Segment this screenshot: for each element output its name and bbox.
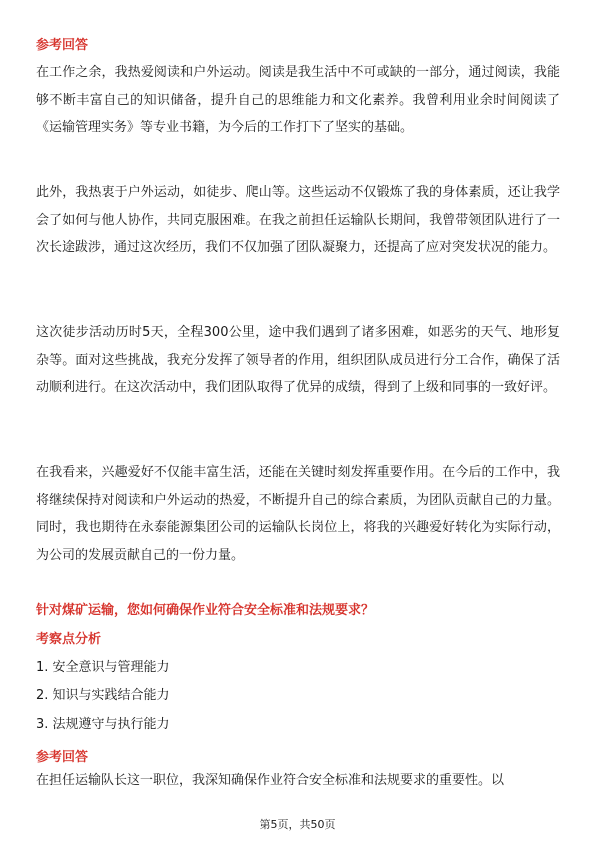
page-number: 第5页，共50页 — [259, 818, 336, 831]
question-heading: 针对煤矿运输，您如何确保作业符合安全标准和法规要求？ — [36, 603, 375, 618]
paragraph-1: 在工作之余，我热爱阅读和户外运动。阅读是我生活中不可或缺的一部分，通过阅读，我能够不断丰富自己的知识储备，提升自己的思维能力和文化素养。我曾利用业余时间阅读了《运输管理实务》等专业书籍，为今后的工作打下了坚实的基础。 — [36, 65, 560, 135]
paragraph-4: 在我看来，兴趣爱好不仅能丰富生活，还能在关键时刻发挥重要作用。在今后的工作中，我将继续保持对阅读和户外运动的热爱，不断提升自己的综合素质，为团队贡献自己的力量。同时，我也期待在永泰能源集团公司的运输队长岗位上，将我的兴趣爱好转化为实际行动，为公司的发展贡献自己的一份力量。 — [36, 465, 560, 563]
list-item: 3. 法规遵守与执行能力 — [36, 717, 170, 732]
paragraph-3: 这次徒步活动历时5天，全程300公里，途中我们遇到了诸多困难，如恶劣的天气、地形复杂等。面对这些挑战，我充分发挥了领导者的作用，组织团队成员进行分工合作，确保了活动顺利进行。在这次活动中，我们团队取得了优异的成绩，得到了上级和同事的一致好评。 — [36, 325, 560, 395]
answer-heading-2: 参考回答 — [36, 750, 89, 765]
paragraph-2: 此外，我热衷于户外运动，如徒步、爬山等。这些运动不仅锻炼了我的身体素质，还让我学会了如何与他人协作，共同克服困难。在我之前担任运输队长期间，我曾带领团队进行了一次长途跋涉，通过这次经历，我们不仅加强了团队凝聚力，还提高了应对突发状况的能力。 — [36, 185, 560, 255]
list-item: 1. 安全意识与管理能力 — [36, 660, 170, 675]
list-item: 2. 知识与实践结合能力 — [36, 688, 170, 703]
answer-paragraph: 在担任运输队长这一职位，我深知确保作业符合安全标准和法规要求的重要性。以 — [36, 773, 505, 788]
analysis-heading: 考察点分析 — [36, 632, 102, 647]
answer-heading-1: 参考回答 — [36, 38, 89, 53]
